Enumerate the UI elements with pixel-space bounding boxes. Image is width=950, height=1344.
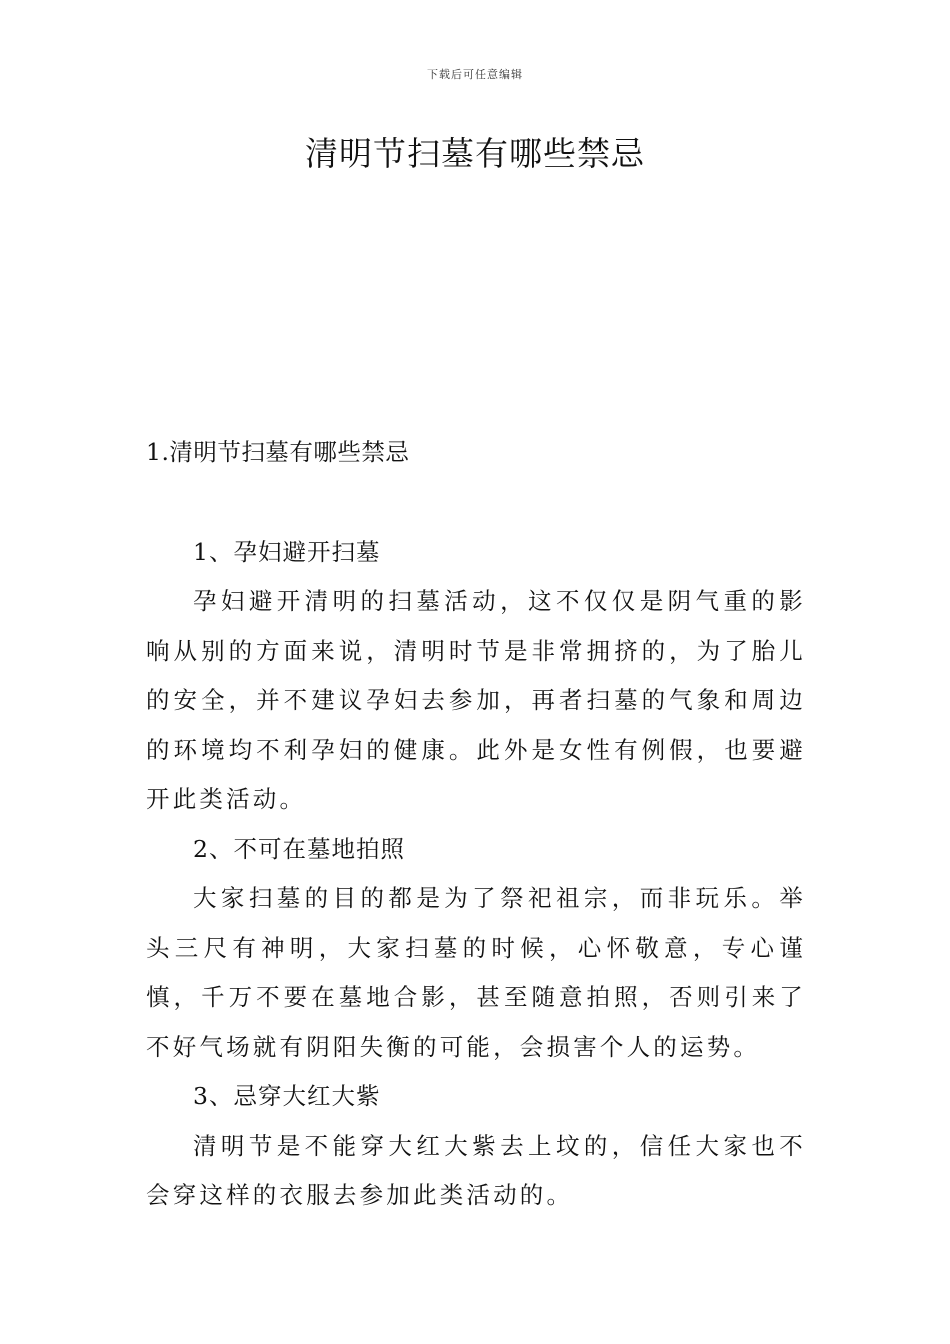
document-body	[146, 428, 806, 1221]
header-note: 下载后可任意编辑	[427, 68, 523, 81]
item-3-paragraph: 清明节是不能穿大红大紫去上坟的，信任大家也不会穿这样的衣服去参加此类活动的。	[146, 1131, 806, 1209]
section-heading: 1.清明节扫墓有哪些禁忌	[146, 438, 410, 466]
item-3-heading: 3、忌穿大红大紫	[193, 1082, 381, 1110]
item-1-heading: 1、孕妇避开扫墓	[193, 537, 381, 566]
item-2-heading: 2、不可在墓地拍照	[193, 834, 405, 863]
item-2-paragraph: 大家扫墓的目的都是为了祭祀祖宗，而非玩乐。举头三尺有神明，大家扫墓的时候，心怀敬意，专心谨慎，千万不要在墓地合影，甚至随意拍照，否则引来了不好气场就有阴阳失衡的可能，会损害个人的运势。	[146, 884, 806, 1061]
document-title: 清明节扫墓有哪些禁忌	[305, 134, 645, 173]
item-1-paragraph: 孕妇避开清明的扫墓活动，这不仅仅是阴气重的影响从别的方面来说，清明时节是非常拥挤的，为了胎儿的安全，并不建议孕妇去参加，再者扫墓的气象和周边的环境均不利孕妇的健康。此外是女性有例假，也要避开此类活动。	[146, 587, 806, 813]
